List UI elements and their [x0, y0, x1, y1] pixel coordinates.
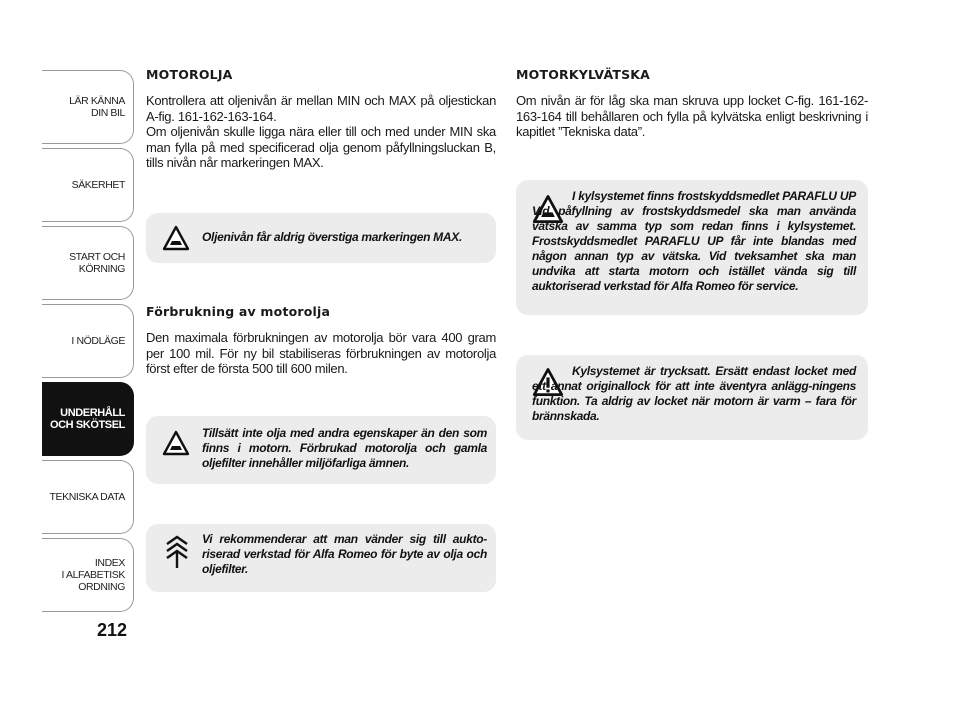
page-number: 212 — [97, 620, 128, 640]
warning-text: Tillsätt inte olja med andra egenskaper än den som finns i motorn. Förbrukad motorolja och gamla oljefilter innehåller miljöfarliga ämnen. — [202, 426, 487, 470]
sidebar-tab[interactable]: LÄR KÄNNA DIN BIL — [42, 70, 134, 144]
warning-box — [146, 213, 496, 263]
section-heading-forbrukning: Förbrukning av motorolja — [146, 304, 331, 319]
sidebar-tab[interactable]: I NÖDLÄGE — [42, 304, 134, 378]
left-column-2 — [146, 304, 496, 377]
tip-text: Vi rekommenderar att man vänder sig till aukto-riserad verkstad för Alfa Romeo för byte av olja och oljefilter. — [202, 532, 487, 576]
paragraph: Om oljenivån skulle ligga nära eller till och med under MIN ska man fylla på med specificerad olja genom påfyllningsluckan B, tills nivån når markeringen MAX. — [146, 124, 496, 170]
left-column — [146, 67, 496, 171]
warning-text: I kylsystemet finns frostskyddsmedlet PARAFLU UP Vid påfyllning av frostskyddsmedel ska man använda vätska av samma typ som redan finns i kylsystemet. Frostskyddsmedlet PARAFLU UP får inte blandas med någon annan typ av vätska. Vid tveksamhet ska man undvika att starta motorn och istället vända sig till auktoriserad verkstad för Alfa Romeo för service. — [532, 189, 856, 293]
chevron-tree-icon — [164, 534, 190, 570]
car-warning-triangle-icon — [162, 430, 190, 456]
warning-box — [146, 416, 496, 484]
warning-box — [516, 180, 868, 315]
paragraph: Om nivån är för låg ska man skruva upp locket C-fig. 161-162-163-164 till behållaren och fylla på kylvätska enligt beskrivning i kapitlet ”Tekniska data”. — [516, 93, 868, 139]
sidebar-tab[interactable]: START OCH KÖRNING — [42, 226, 134, 300]
sidebar-tab[interactable]: INDEX I ALFABETISK ORDNING — [42, 538, 134, 612]
warning-text: Oljenivån får aldrig överstiga markeringen MAX. — [202, 230, 462, 244]
car-warning-triangle-icon — [162, 225, 190, 251]
section-heading-motorolja: MOTOROLJA — [146, 67, 233, 82]
sidebar-tab[interactable]: SÄKERHET — [42, 148, 134, 222]
warning-text: Kylsystemet är trycksatt. Ersätt endast locket med ett annat originallock för att inte äventyra anlägg-ningens funktion. Ta aldrig av locket när motorn är varm – fara för brännskada. — [532, 364, 856, 423]
tip-box — [146, 524, 496, 592]
section-heading-motorkylvatska: MOTORKYLVÄTSKA — [516, 67, 651, 82]
sidebar-tab[interactable]: UNDERHÅLL OCH SKÖTSEL — [42, 382, 134, 456]
paragraph: Den maximala förbrukningen av motorolja bör vara 400 gram per 100 mil. För ny bil stabiliseras förbrukningen av motorolja först efter de första 500 till 600 milen. — [146, 330, 496, 376]
right-column — [516, 67, 868, 140]
paragraph: Kontrollera att oljenivån är mellan MIN och MAX på oljestickan A-fig. 161-162-163-164. — [146, 93, 496, 124]
sidebar-tab[interactable]: TEKNISKA DATA — [42, 460, 134, 534]
warning-box — [516, 355, 868, 440]
